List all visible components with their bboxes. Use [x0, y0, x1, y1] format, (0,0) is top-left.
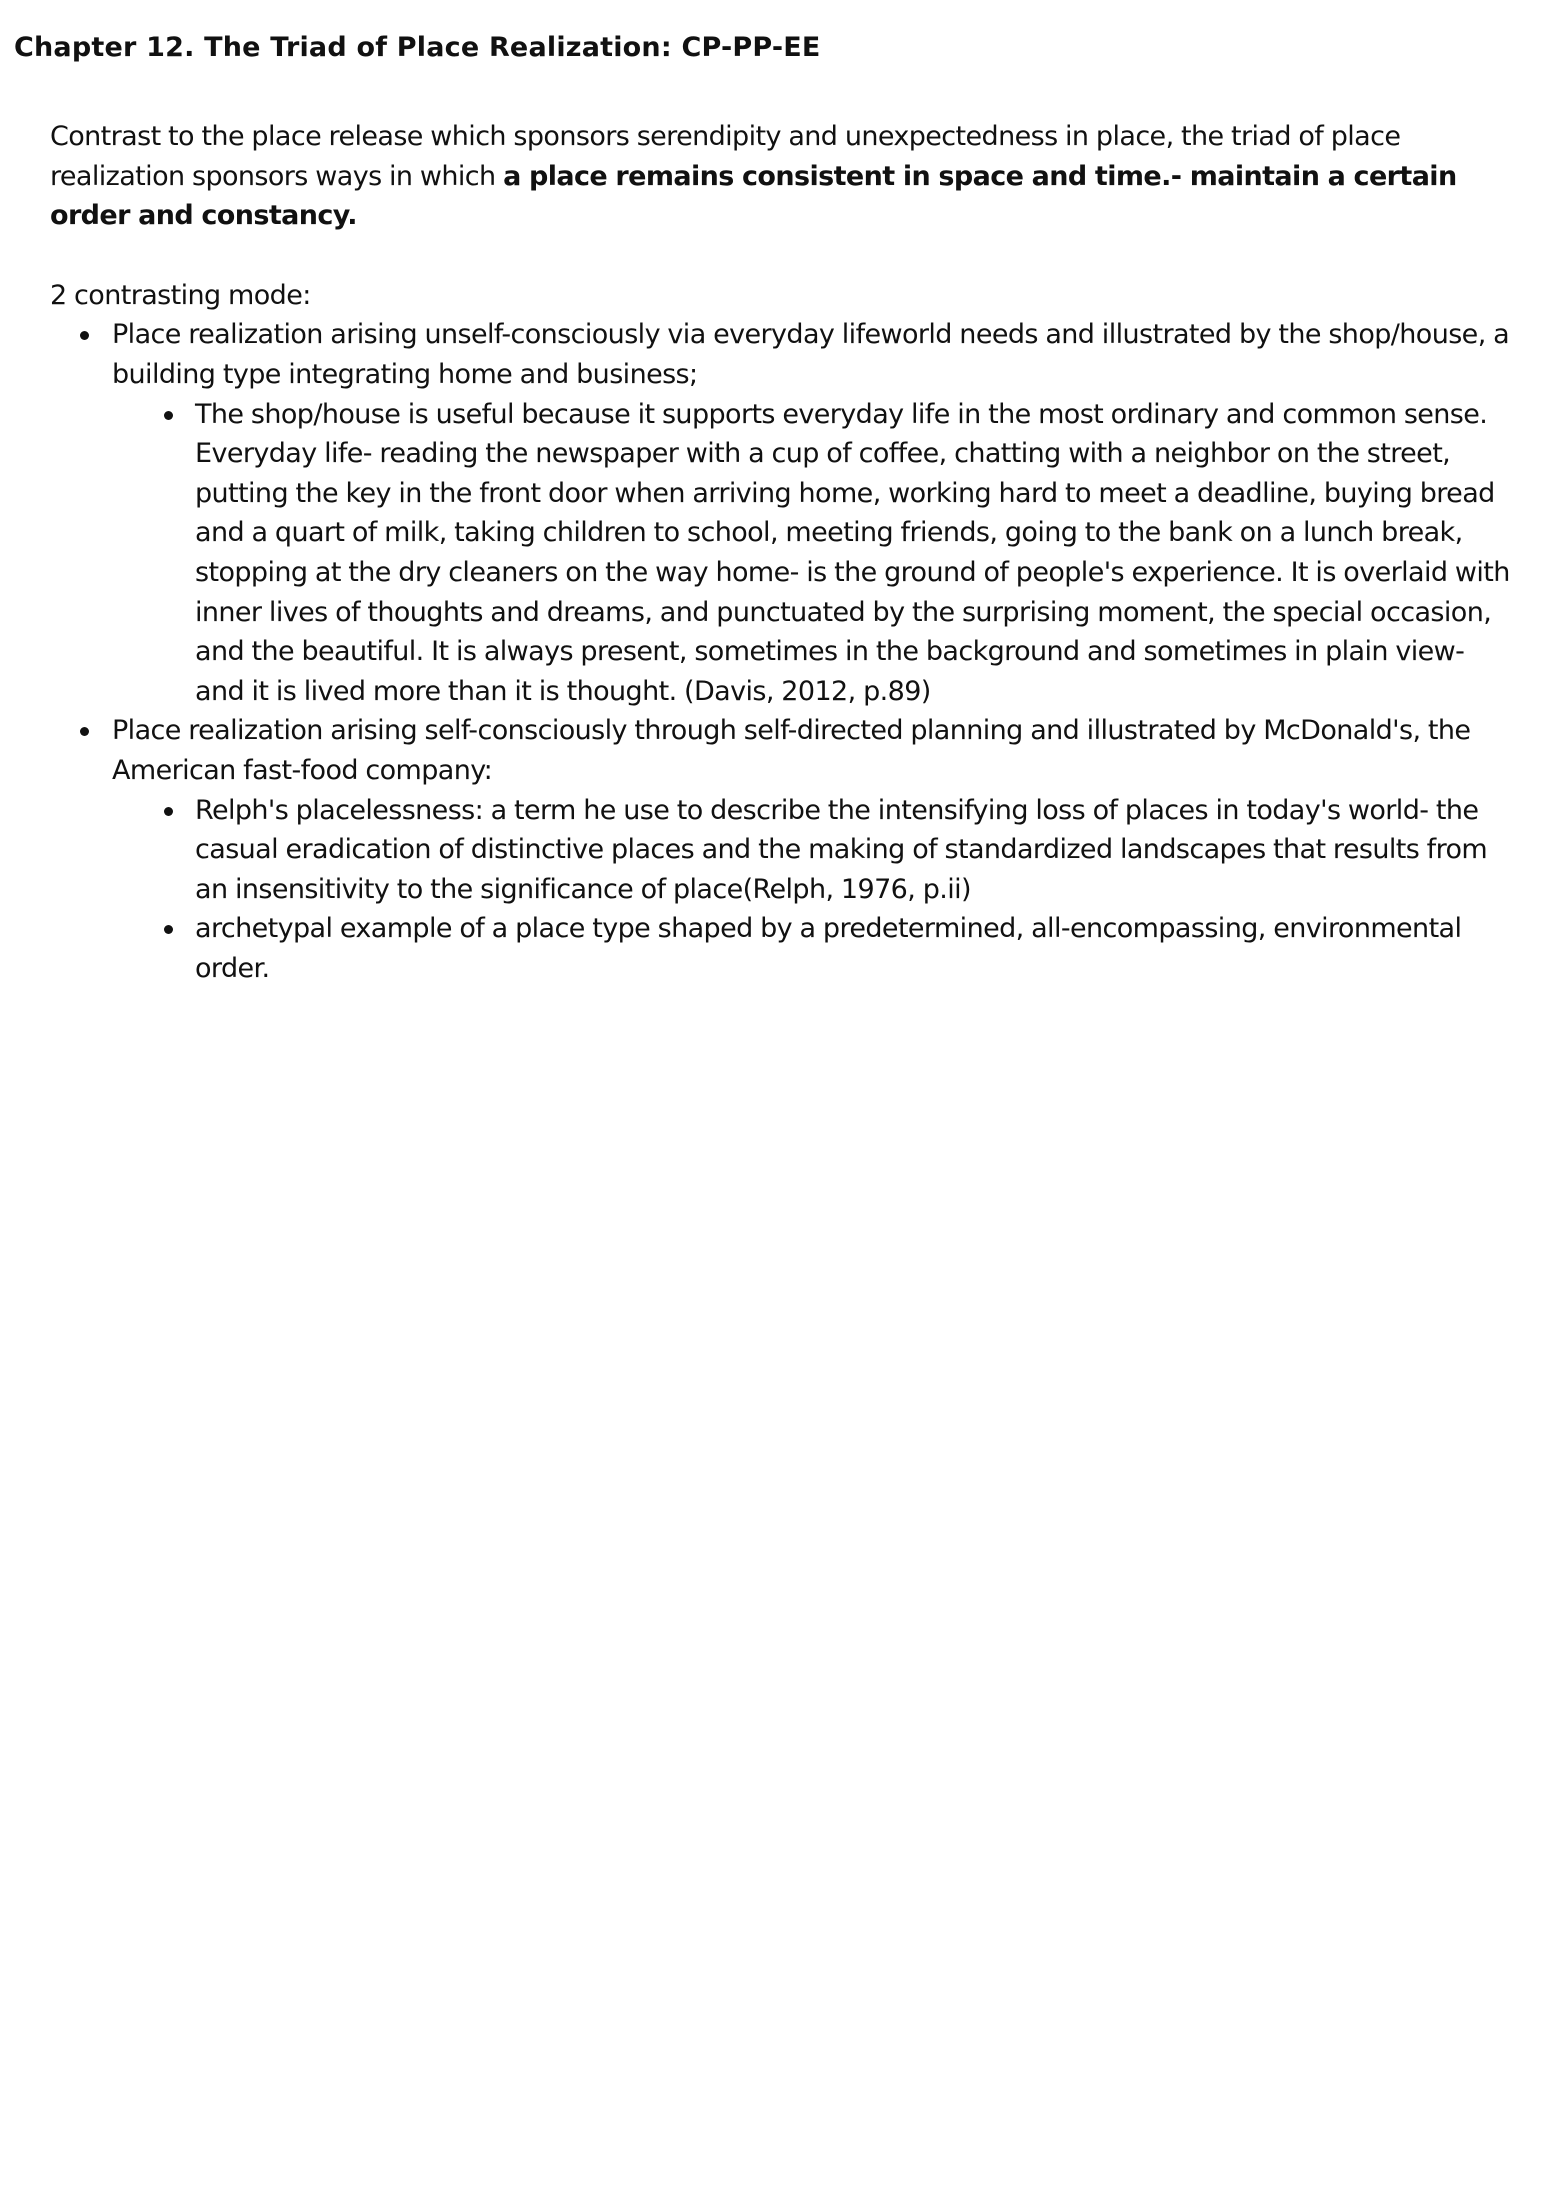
chapter-title: Chapter 12. The Triad of Place Realization: CP-PP-EE [14, 32, 821, 63]
mode-text: Place realization arising self-consciously through self-directed planning and illustrated by McDonald's, the American fast-food company: [112, 715, 1471, 786]
mode-points-list [50, 395, 1510, 712]
mode-item [50, 711, 1510, 790]
mode-point-text: The shop/house is useful because it supports everyday life in the most ordinary and common sense. Everyday life- reading the newspaper with a cup of coffee, chatting with a neighbor on the street, putting the key in the front door when arriving home, working hard to meet a deadline, buying bread and a quart of milk, taking children to school, meeting friends, going to the bank on a lunch break, stopping at the dry cleaners on the way home- is the ground of people's experience. It is overlaid with inner lives of thoughts and dreams, and punctuated by the surprising moment, the special occasion, and the beautiful. It is always present, sometimes in the background and sometimes in plain view- and it is lived more than it is thought. (Davis, 2012, p.89) [195, 398, 1510, 707]
mode-point [50, 909, 1510, 988]
bullet-icon [80, 727, 89, 736]
mode-point [50, 791, 1510, 910]
bullet-icon [164, 807, 173, 816]
mode-point-text: Relph's placelessness: a term he use to describe the intensifying loss of places in today's world- the casual eradication of distinctive places and the making of standardized landscapes that results from an insensitivity to the significance of place(Relph, 1976, p.ii) [195, 794, 1488, 905]
bullet-icon [164, 411, 173, 420]
modes-list [50, 315, 1510, 988]
mode-points-list [50, 791, 1510, 989]
mode-subpoints [50, 791, 1510, 989]
bullet-icon [80, 331, 89, 340]
mode-item [50, 315, 1510, 394]
mode-point-text: archetypal example of a place type shaped by a predetermined, all-encompassing, environmental order. [195, 913, 1462, 984]
intro-paragraph [50, 117, 1510, 236]
modes-heading: 2 contrasting mode: [50, 279, 311, 311]
intro-emphasis: a place remains consistent in space and time.- maintain a certain order and constancy. [50, 160, 1457, 232]
mode-subpoints [50, 395, 1510, 712]
bullet-icon [164, 925, 173, 934]
intro-text: Contrast to the place release which sponsors serendipity and unexpectedness in place, the triad of place realization sponsors ways in which [50, 121, 1401, 192]
document-body [50, 117, 1510, 988]
mode-text: Place realization arising unself-consciously via everyday lifeworld needs and illustrated by the shop/house, a building type integrating home and business; [112, 319, 1510, 390]
mode-point [50, 395, 1510, 712]
paragraph-gap [50, 236, 1510, 276]
